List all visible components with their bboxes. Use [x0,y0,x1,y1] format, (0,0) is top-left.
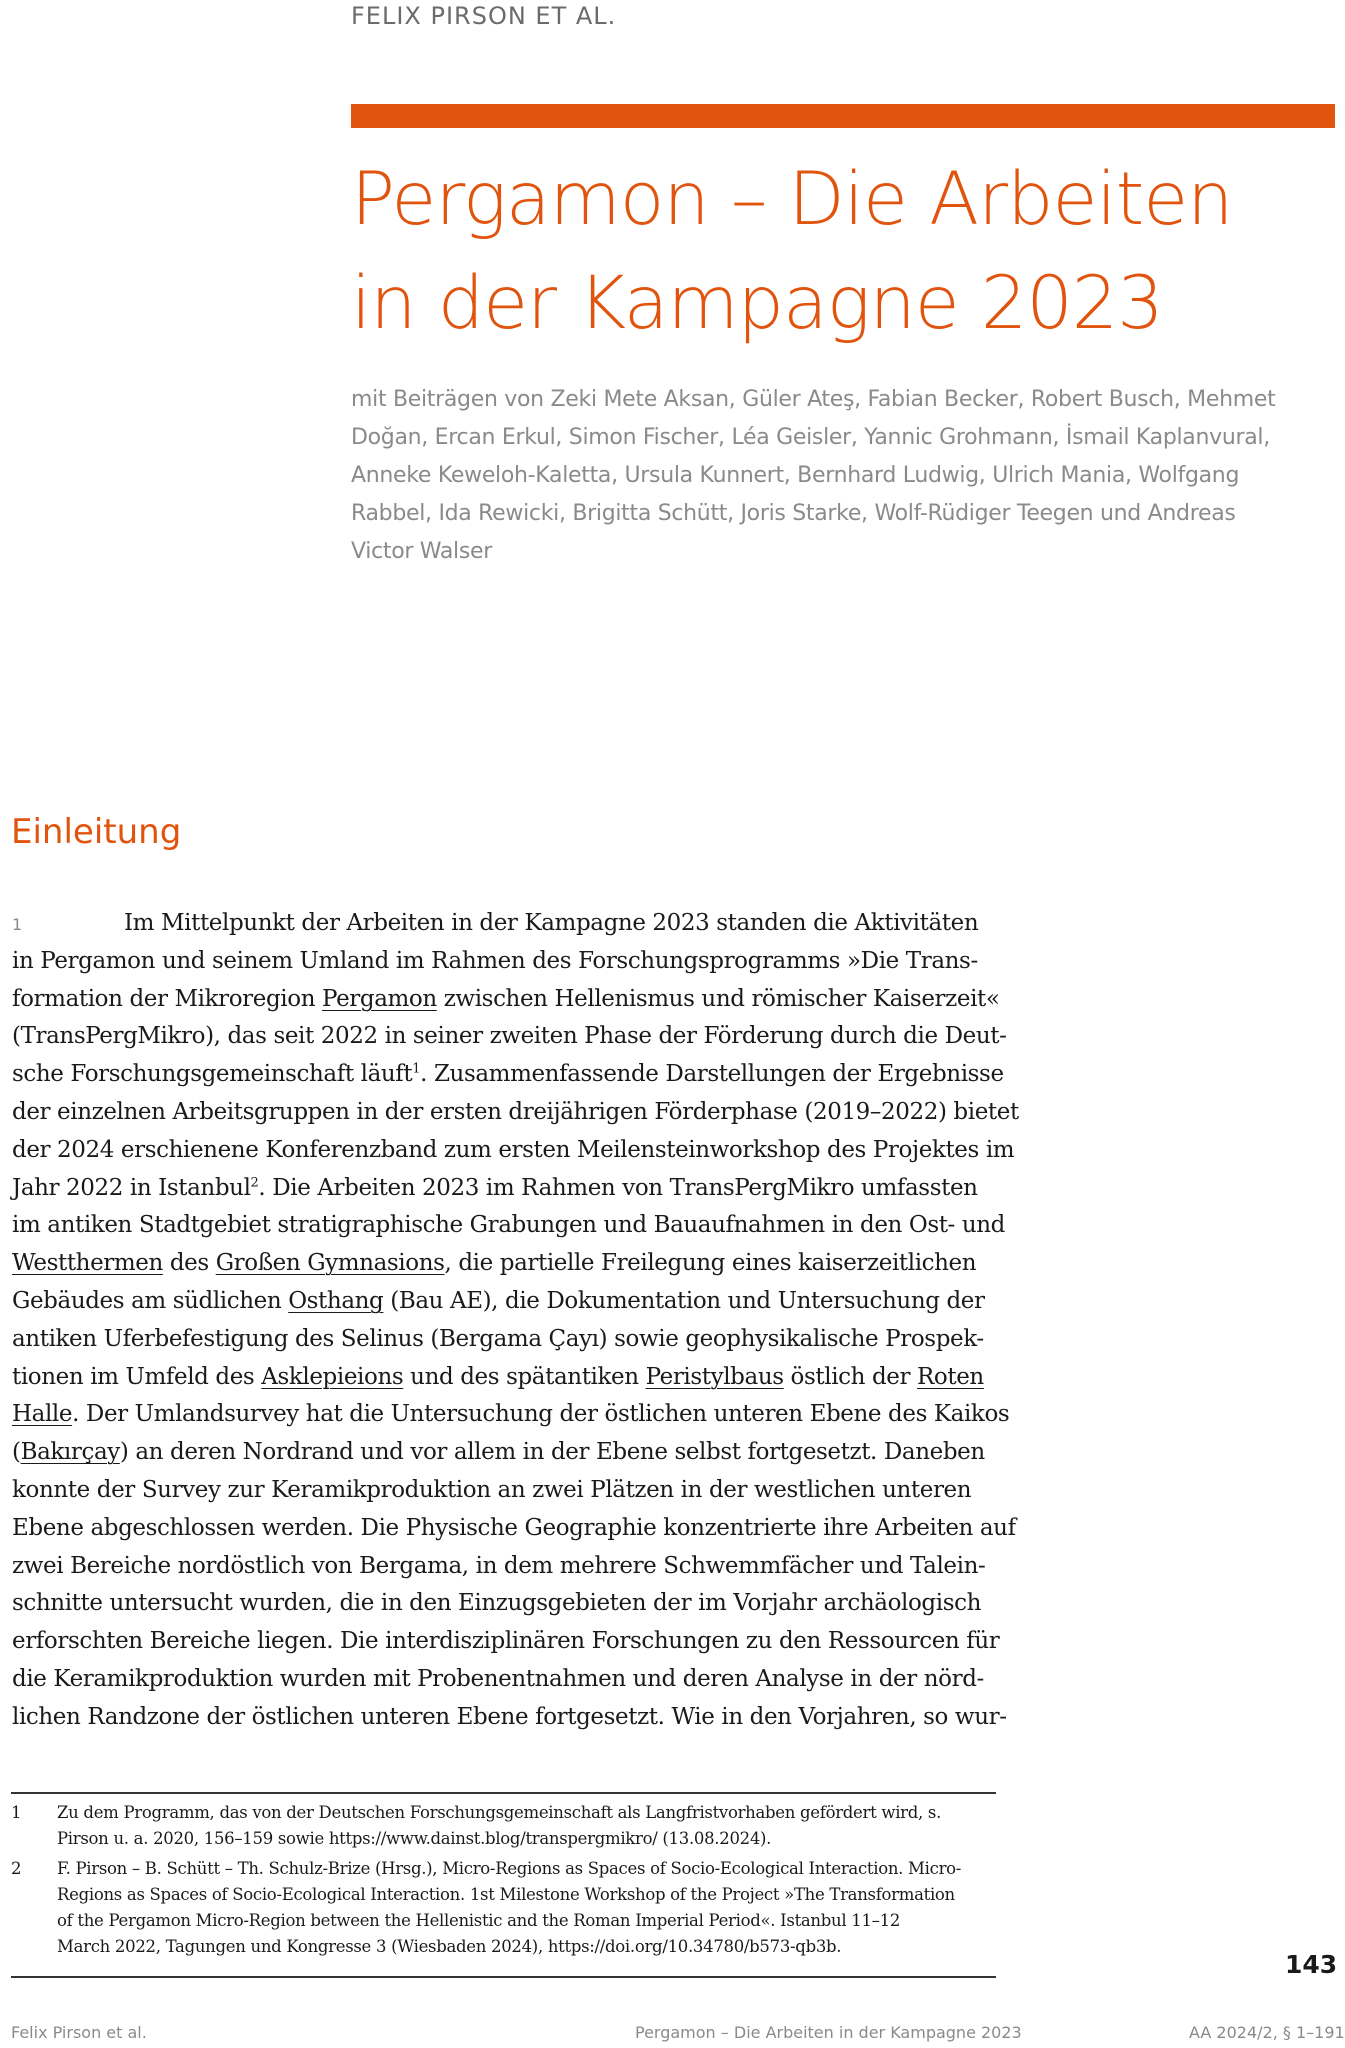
link-roten-halle[interactable]: Roten [917,1363,984,1390]
article-title [351,148,1331,356]
footer-author: Felix Pirson et al. [11,2023,147,2042]
footnote-text [57,1800,941,1852]
body-line: der 2024 erschienene Konferenzband zum ersten Meilensteinworkshop des Projektes im [12,1136,1015,1163]
body-line: der einzelnen Arbeitsgruppen in der ersten dreijährigen Förderphase (2019–2022) bietet [12,1098,1019,1125]
body-line [12,1245,997,1283]
body-line: erforschten Bereiche liegen. Die interdisziplinären Forschungen zu den Ressourcen für [12,1628,1000,1655]
link-grossen-gymnasions[interactable]: Großen Gymnasions [215,1250,445,1277]
section-heading: Einleitung [11,812,182,852]
body-line [12,1056,1004,1094]
text: ( [12,1439,21,1466]
link-roten-halle[interactable]: Halle [12,1401,73,1428]
link-pergamon[interactable]: Pergamon [322,985,437,1012]
footer-citation: AA 2024/2, § 1–191 [1189,2023,1345,2042]
body-line [12,905,997,943]
paragraph-number: 1 [12,915,22,934]
body-line [12,1359,997,1397]
footnote-number: 1 [11,1803,22,1822]
body-line: konnte der Survey zur Keramikproduktion an zwei Plätzen in der westlichen unteren [12,1476,972,1503]
contributors-line: Victor Walser [351,539,492,564]
contributors-list [351,381,1331,571]
contributors-line: Rabbel, Ida Rewicki, Brigitta Schütt, Joris Starke, Wolf-Rüdiger Teegen und Andreas [351,501,1236,526]
running-head: FELIX PIRSON ET AL. [351,2,617,30]
body-line [12,1170,997,1208]
body-line: schnitte untersucht wurden, die in den Einzugsgebieten der im Vorjahr archäologisch [12,1590,981,1617]
text: Jahr 2022 in Istanbul [12,1174,251,1201]
link-peristylbaus[interactable]: Peristylbaus [645,1363,784,1390]
body-line: lichen Randzone der östlichen unteren Ebene fortgesetzt. Wie in den Vorjahren, so wur- [12,1703,1007,1730]
text: formation der Mikroregion [12,985,323,1012]
footnote-text [57,1856,961,1960]
body-line [12,981,1000,1019]
title-line: Pergamon – Die Arbeiten [351,157,1233,242]
text: . Zusammenfassende Darstellungen der Ergebnisse [420,1061,1004,1088]
footnotes [11,1800,996,1964]
contributors-line: mit Beiträgen von Zeki Mete Aksan, Güler Ateş, Fabian Becker, Robert Busch, Mehmet [351,387,1276,412]
body-line: antiken Uferbefestigung des Selinus (Bergama Çayı) sowie geophysikalische Prospek- [12,1325,984,1352]
footnote-ref-1[interactable]: 1 [412,1061,421,1077]
page-number: 143 [1285,1950,1338,1979]
contributors-line: Doğan, Ercan Erkul, Simon Fischer, Léa Geisler, Yannic Grohmann, İsmail Kaplanvural, [351,425,1270,450]
body-line [12,1434,997,1472]
body-line: (TransPergMikro), das seit 2022 in seiner zweiten Phase der Förderung durch die Deut- [12,1023,1007,1050]
link-osthang[interactable]: Osthang [288,1287,384,1314]
footnote-line: Pirson u. a. 2020, 156–159 sowie https://www.dainst.blog/transpergmikro/ (13.08.2024). [57,1829,772,1848]
link-asklepieions[interactable]: Asklepieions [261,1363,404,1390]
body-line: Ebene abgeschlossen werden. Die Physische Geographie konzentrierte ihre Arbeiten auf [12,1514,1016,1541]
text: Gebäudes am südlichen [12,1287,289,1314]
text: , die partielle Freilegung eines kaiserzeitlichen [444,1250,977,1277]
link-bakircay[interactable]: Bakırçay [20,1439,120,1466]
body-line [12,1396,1010,1434]
text: östlich der [783,1363,918,1390]
text: . Die Arbeiten 2023 im Rahmen von TransPergMikro umfassten [258,1174,978,1201]
body-line: zwei Bereiche nordöstlich von Bergama, in dem mehrere Schwemmfächer und Talein- [12,1552,986,1579]
body-line: die Keramikproduktion wurden mit Probenentnahmen und deren Analyse in der nörd- [12,1665,984,1692]
text: Im Mittelpunkt der Arbeiten in der Kampagne 2023 standen die Aktivitäten [124,910,979,936]
paragraph-1 [12,905,1019,1737]
accent-bar [351,104,1335,128]
footer-title: Pergamon – Die Arbeiten in der Kampagne 2023 [635,2023,1022,2042]
text: (Bau AE), die Dokumentation und Untersuchung der [383,1287,985,1314]
body-line: im antiken Stadtgebiet stratigraphische Grabungen und Bauaufnahmen in den Ost- und [12,1212,1005,1239]
footnote-rule-bottom [11,1976,996,1978]
text: ) an deren Nordrand und vor allem in der Ebene selbst fortgesetzt. Daneben [119,1439,985,1466]
footnote-1 [11,1800,996,1852]
contributors-line: Anneke Keweloh-Kaletta, Ursula Kunnert, Bernhard Ludwig, Ulrich Mania, Wolfgang [351,463,1240,488]
link-westthermen[interactable]: Westthermen [12,1250,163,1277]
text: des [162,1250,216,1277]
body-line [12,1283,997,1321]
title-line: in der Kampagne 2023 [351,261,1163,346]
text: und des spätantiken [403,1363,646,1390]
text: tionen im Umfeld des [12,1363,262,1390]
footnote-number: 2 [11,1859,22,1878]
text: . Der Umlandsurvey hat die Untersuchung der östlichen unteren Ebene des Kaikos [72,1401,1010,1428]
text: sche Forschungsgemeinschaft läuft [12,1061,413,1088]
body-line: in Pergamon und seinem Umland im Rahmen des Forschungsprogramms »Die Trans- [12,947,978,974]
footnote-2 [11,1856,996,1960]
footnote-rule-top [11,1792,996,1794]
text: zwischen Hellenismus und römischer Kaiserzeit« [436,985,1000,1012]
footnote-ref-2[interactable]: 2 [250,1174,259,1190]
footnote-line: Regions as Spaces of Socio-Ecological Interaction. 1st Milestone Workshop of the Project »The Transformation [57,1885,955,1904]
footnote-line: of the Pergamon Micro-Region between the Hellenistic and the Roman Imperial Period«. Istanbul 11–12 [57,1911,901,1930]
footnote-line: Zu dem Programm, das von der Deutschen Forschungsgemeinschaft als Langfristvorhaben gefördert wird, s. [57,1803,942,1822]
footnote-line: F. Pirson – B. Schütt – Th. Schulz-Brize (Hrsg.), Micro-Regions as Spaces of Socio-Ecological Interaction. Micro- [57,1859,962,1878]
footnote-line: March 2022, Tagungen und Kongresse 3 (Wiesbaden 2024), https://doi.org/10.34780/b573-qb3b. [57,1937,842,1956]
